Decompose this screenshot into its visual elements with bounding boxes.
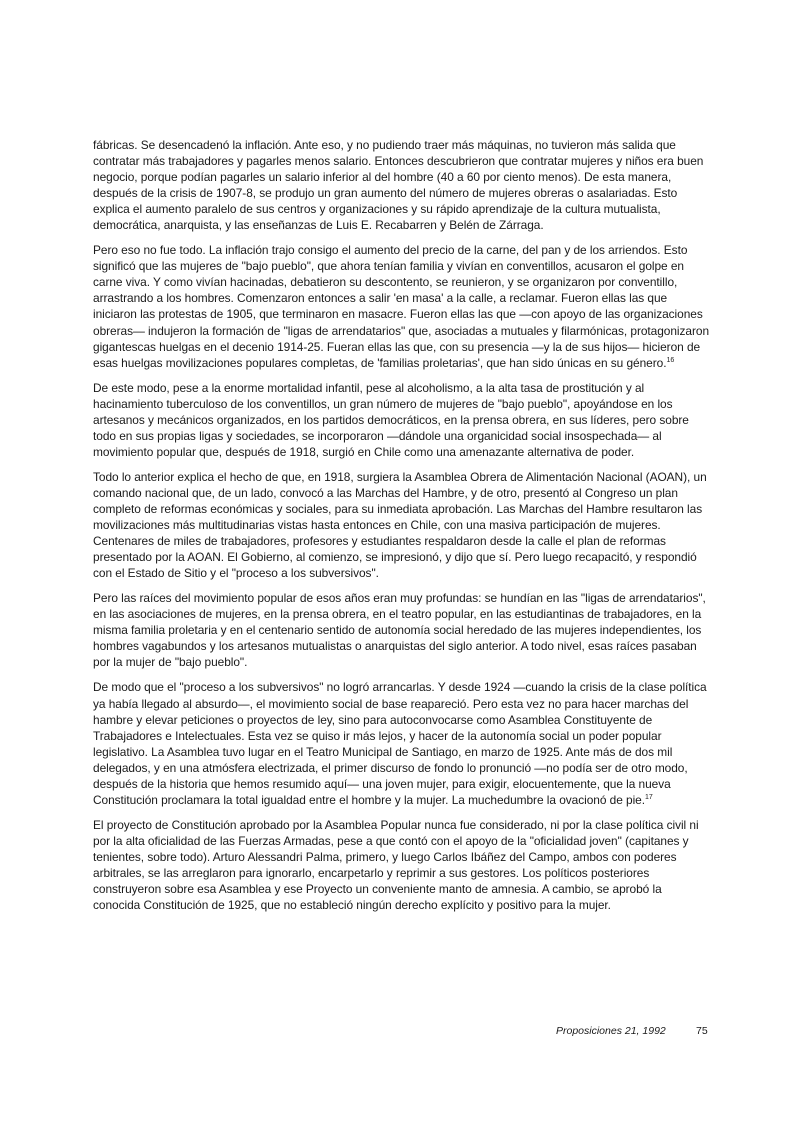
paragraph-text: fábricas. Se desencadenó la inflación. Ante eso, y no pudiendo traer más máquinas, no tuvieron más salida que contratar más trabajadores y pagarles menos salario. Entonces descubrieron que contratar mujeres y niños era buen negocio, porque podían pagarles un salario inferior al del hombre (40 a 60 por ciento menos). De esta manera, después de la crisis de 1907-8, se produjo un gran aumento del número de mujeres obreras o asalariadas. Esto explica el aumento paralelo de sus centros y organizaciones y su rápido aprendizaje de la cultura mutualista, democrática, anarquista, y las enseñanzas de Luis E. Recabarren y Belén de Zárraga.	[93, 138, 704, 233]
page-number: 75	[696, 1025, 708, 1037]
paragraph-text: Pero eso no fue todo. La inflación trajo consigo el aumento del precio de la carne, del pan y de los arriendos. Esto significó que las mujeres de "bajo pueblo", que ahora tenían familia y vivían en conventillos, acusaron el golpe en carne viva. Y como vivían hacinadas, debatieron su descontento, se reunieron, y se organizaron por conventillo, arrastrando a los hombres. Comenzaron entonces a salir 'en masa' a la calle, a reclamar. Fueron ellas las que iniciaron las protestas de 1905, que terminaron en masacre. Fueron ellas las que —con apoyo de las organizaciones obreras— indujeron la formación de "ligas de arrendatarios" que, asociadas a mutuales y filarmónicas, protagonizaron gigantescas huelgas en el decenio 1914-25. Fueran ellas las que, con su presencia —y la de sus hijos— hicieron de esas huelgas movilizaciones populares completas, de 'familias proletarias', que han sido únicas en su género.	[93, 243, 710, 370]
paragraph-4	[93, 469, 711, 581]
paragraph-3	[93, 380, 711, 460]
footnote-ref-17[interactable]: 17	[645, 793, 653, 801]
paragraph-6	[93, 679, 711, 807]
footnote-ref-16[interactable]: 16	[666, 356, 675, 364]
paragraph-5	[93, 590, 711, 670]
paragraph-text: Todo lo anterior explica el hecho de que, en 1918, surgiera la Asamblea Obrera de Alimentación Nacional (AOAN), un comando nacional que, de un lado, convocó a las Marchas del Hambre, y de otro, presentó al Congreso un plan completo de reformas económicas y sociales, para su inmediata aprobación. Las Marchas del Hambre resultaron las movilizaciones más multitudinarias vistas hasta entonces en Chile, con una masiva participación de mujeres. Centenares de miles de trabajadores, profesores y estudiantes respaldaron desde la calle el plan de reformas presentado por la AOAN. El Gobierno, al comienzo, se impresionó, y dijo que sí. Pero luego recapacitó, y respondió con el Estado de Sitio y el "proceso a los subversivos".	[93, 469, 707, 581]
paragraph-text: De este modo, pese a la enorme mortalidad infantil, pese al alcoholismo, a la alta tasa de prostitución y al hacinamiento tuberculoso de los conventillos, un gran número de mujeres de "bajo pueblo", apoyándose en los artesanos y mecánicos organizados, en los partidos democráticos, en la prensa obrera, en sus líderes, pero sobre todo en sus propias ligas y sociedades, se incorporaron —dándole una organicidad social insospechada— al movimiento popular que, después de 1918, surgió en Chile como una amenazante alternativa de poder.	[93, 380, 689, 459]
paragraph-1	[93, 137, 711, 233]
journal-citation: Proposiciones 21, 1992	[556, 1025, 666, 1037]
paragraph-7	[93, 817, 711, 913]
page-body	[93, 137, 711, 922]
paragraph-text: El proyecto de Constitución aprobado por la Asamblea Popular nunca fue considerado, ni por la clase política civil ni por la alta oficialidad de las Fuerzas Armadas, pese a que contó con el apoyo de la "oficialidad joven" (capitanes y tenientes, sobre todo). Arturo Alessandri Palma, primero, y luego Carlos Ibáñez del Campo, ambos con poderes arbitrales, se las arreglaron para ignorarlo, encarpetarlo y reprimir a sus gestores. Los políticos posteriores construyeron sobre esa Asamblea y ese Proyecto un conveniente manto de amnesia. A cambio, se aprobó la conocida Constitución de 1925, que no estableció ningún derecho explícito y positivo para la mujer.	[93, 817, 699, 913]
paragraph-2	[93, 242, 711, 370]
paragraph-text: De modo que el "proceso a los subversivos" no logró arrancarlas. Y desde 1924 —cuando la crisis de la clase política ya había llegado al absurdo—, el movimiento social de base reapareció. Pero esta vez no para hacer marchas del hambre y elevar peticiones o proyectos de ley, sino para autoconvocarse como Asamblea Constituyente de Trabajadores e Intelectuales. Esta vez se quiso ir más lejos, y hacer de la autonomía social un poder popular legislativo. La Asamblea tuvo lugar en el Teatro Municipal de Santiago, en marzo de 1925. Ante más de dos mil delegados, y en una atmósfera electrizada, el primer discurso de fondo lo pronunció —no podía ser de otro modo, después de la historia que hemos resumido aquí— una joven mujer, para exigir, elocuentemente, que la nueva Constitución proclamara la total igualdad entre el hombre y la mujer. La muchedumbre la ovacionó de pie.	[93, 680, 707, 807]
paragraph-text: Pero las raíces del movimiento popular de esos años eran muy profundas: se hundían en las "ligas de arrendatarios", en las asociaciones de mujeres, en la prensa obrera, en el teatro popular, en las estudiantinas de trabajadores, en la misma familia proletaria y en el centenario sentido de autonomía social heredado de las mujeres independientes, los hombres vagabundos y los artesanos mutualistas o anarquistas del siglo anterior. A todo nivel, esas raíces pasaban por la mujer de "bajo pueblo".	[93, 591, 706, 670]
